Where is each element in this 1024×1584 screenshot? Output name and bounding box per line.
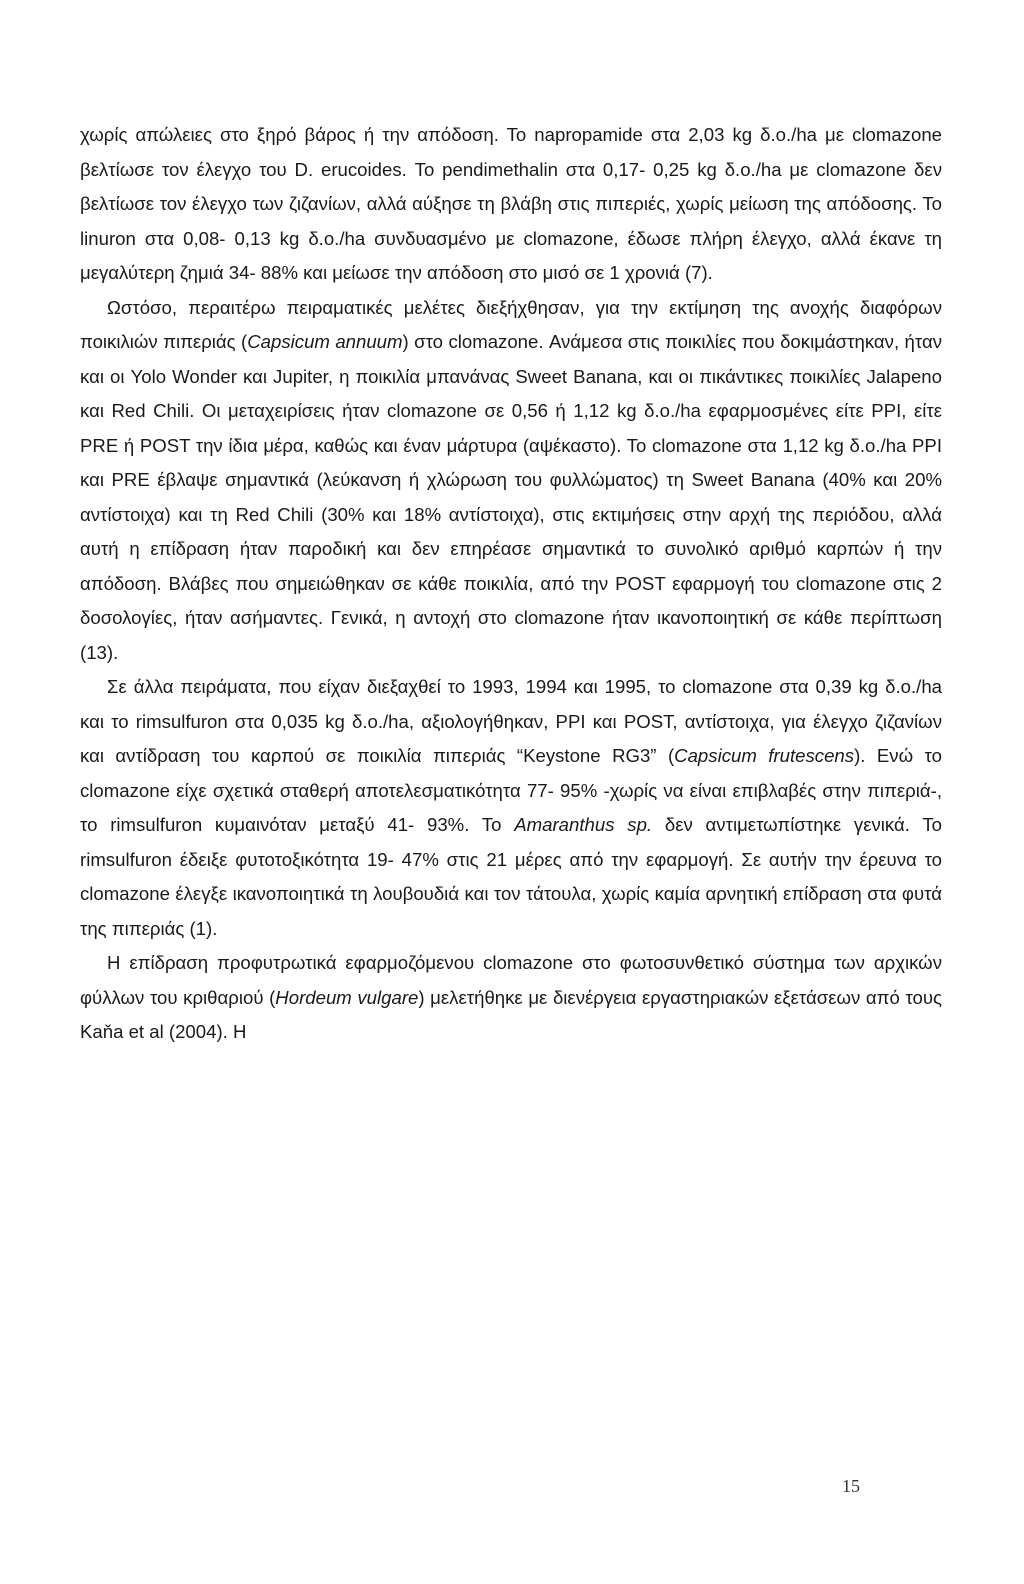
text-segment: Η επίδραση προφυτρωτικά εφαρμοζόμενου clomazone στο φωτοσυνθετικό σύστημα των αρχικών φύλλων του κριθαριού ( [80, 952, 942, 1008]
text-segment: Ωστόσο, περαιτέρω πειραματικές μελέτες διεξήχθησαν, για την εκτίμηση της ανοχής διαφόρων ποικιλιών πιπεριάς ( [80, 296, 942, 352]
text-segment: δεν αντιμετωπίστηκε γενικά. Το rimsulfuron έδειξε φυτοτοξικότητα 19- 47% στις 21 μέρες από την εφαρμογή. Σε αυτήν την έρευνα το clomazone έλεγξε ικανοποιητικά τη λουβουδιά και τον τάτουλα, χωρίς καμία αρνητική επίδραση στα φυτά της πιπεριάς (1). [80, 814, 942, 939]
paragraph-3 [80, 670, 942, 946]
species-name-italic: Hordeum vulgare [275, 986, 419, 1008]
species-name-italic: Capsicum annuum [247, 331, 403, 352]
paragraph-4 [80, 946, 942, 1050]
page-number: 15 [842, 1476, 860, 1496]
species-name-italic: Amaranthus sp. [514, 814, 653, 835]
text-segment: ). Ενώ το clomazone είχε σχετικά σταθερή αποτελεσματικότητα 77- 95% -χωρίς να είναι επιβλαβές στην πιπεριά-, το rimsulfuron κυμαινόταν μεταξύ 41- 93%. Το [80, 745, 942, 835]
species-name-italic: Capsicum frutescens [674, 745, 855, 766]
text-segment: ) στο clomazone. Ανάμεσα στις ποικιλίες που δοκιμάστηκαν, ήταν και οι Yolo Wonder και Jupiter, η ποικιλία μπανάνας Sweet Banana, και οι πικάντικες ποικιλίες Jalapeno και Red Chili. Οι μεταχειρίσεις ήταν clomazone σε 0,56 ή 1,12 kg δ.ο./ha εφαρμοσμένες είτε PPI, είτε PRE ή POST την ίδια μέρα, καθώς και έναν μάρτυρα (αψέκαστο). Το clomazone στα 1,12 kg δ.ο./ha PPI και PRE έβλαψε σημαντικά (λεύκανση ή χλώρωση του φυλλώματος) τη Sweet Banana (40% και 20% αντίστοιχα) και τη Red Chili (30% και 18% αντίστοιχα), στις εκτιμήσεις στην αρχή της περιόδου, αλλά αυτή η επίδραση ήταν παροδική και δεν επηρέασε σημαντικά το συνολικό αριθμό καρπών ή την απόδοση. Βλάβες που σημειώθηκαν σε κάθε ποικιλία, από την POST εφαρμογή του clomazone στις 2 δοσολογίες, ήταν ασήμαντες. Γενικά, η αντοχή στο clomazone ήταν ικανοποιητική σε κάθε περίπτωση (13). [80, 331, 942, 663]
paragraph-2 [80, 291, 942, 671]
text-segment: χωρίς απώλειες στο ξηρό βάρος ή την απόδοση. Το napropamide στα 2,03 kg δ.ο./ha με clomazone βελτίωσε τον έλεγχο του D. erucoides. Το pendimethalin στα 0,17- 0,25 kg δ.ο./ha με clomazone δεν βελτίωσε τον έλεγχο των ζιζανίων, αλλά αύξησε τη βλάβη στις πιπεριές, χωρίς μείωση της απόδοσης. Το linuron στα 0,08- 0,13 kg δ.ο./ha συνδυασμένο με clomazone, έδωσε πλήρη έλεγχο, αλλά έκανε τη μεγαλύτερη ζημιά 34- 88% και μείωσε την απόδοση στο μισό σε 1 χρονιά (7). [80, 124, 942, 283]
paragraph-1 [80, 118, 942, 291]
text-segment: ) μελετήθηκε με διενέργεια εργαστηριακών εξετάσεων από τους Kaňa et al (2004). Η [80, 986, 943, 1042]
document-body [80, 118, 942, 1050]
text-segment: Σε άλλα πειράματα, που είχαν διεξαχθεί το 1993, 1994 και 1995, το clomazone στα 0,39 kg δ.ο./ha και το rimsulfuron στα 0,035 kg δ.ο./ha, αξιολογήθηκαν, PPI και POST, αντίστοιχα, για έλεγχο ζιζανίων και αντίδραση του καρπού σε ποικιλία πιπεριάς “Keystone RG3” ( [80, 676, 942, 766]
